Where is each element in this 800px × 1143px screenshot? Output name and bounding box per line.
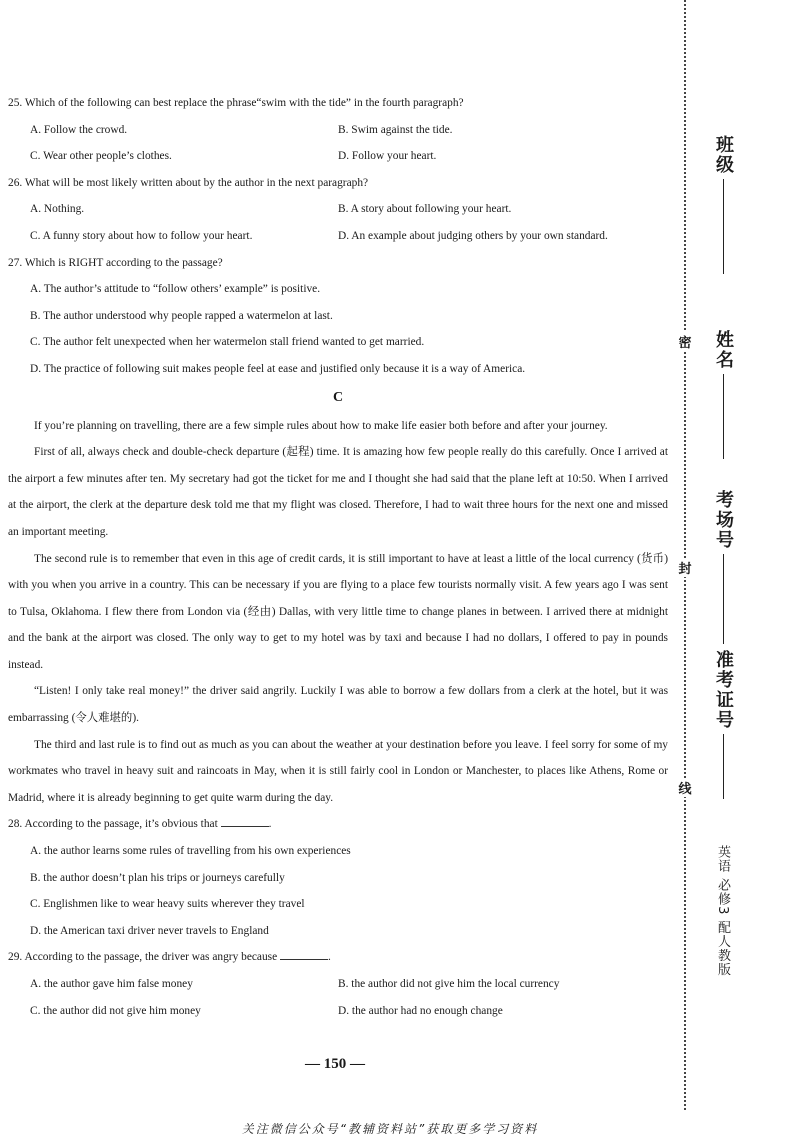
option-d: D. An example about judging others by your own standard. xyxy=(338,229,608,242)
option-b: B. Swim against the tide. xyxy=(338,123,453,136)
paragraph: If you’re planning on travelling, there are a few simple rules about how to make life easier both before and after your journey. xyxy=(34,419,608,432)
name-field xyxy=(700,330,736,459)
class-label: 班级 xyxy=(713,135,734,175)
page-number: — 150 — xyxy=(305,1056,365,1072)
seal-mark-3: 线 xyxy=(676,778,694,797)
binding-strip xyxy=(700,0,740,1143)
option-c: C. the author did not give him money xyxy=(30,1004,201,1017)
question-stem-line: 28. According to the passage, it’s obvious that . xyxy=(8,811,668,838)
ticket-blank-line xyxy=(723,734,724,799)
name-label: 姓名 xyxy=(713,330,734,370)
question-25 xyxy=(8,90,668,170)
paragraph: First of all, always check and double-check departure (起程) time. It is amazing how few people really do this carefully. Once I arrived at the airport a few minutes after ten. My secretary had got the ticket for me and I thought she had said that the plane left at 10:50. When I arrived at the airport, the clerk at the departure desk told me that my flight was closed. Therefore, I had to wait three hours for the next one and missed an important meeting. xyxy=(8,446,668,538)
question-26 xyxy=(8,170,668,250)
binding-dotted-line xyxy=(684,0,686,1110)
option-d: D. The practice of following suit makes people feel at ease and justified only because it is a way of America. xyxy=(30,362,526,375)
option-b: B. the author doesn’t plan his trips or journeys carefully xyxy=(30,871,285,884)
option-a: A. the author gave him false money xyxy=(30,978,193,990)
exam-room-blank-line xyxy=(723,554,724,644)
ticket-label: 准考证号 xyxy=(713,650,734,730)
question-29 xyxy=(8,944,668,1024)
paragraph: The second rule is to remember that even in this age of credit cards, it is still important to have at least a little of the local currency (货币) with you when you arrive in a country. This can be necessary if you are flying to a place few tourists normally visit. A few years ago I was sent to Tulsa, Oklahoma. I flew there from London via (经由) Dallas, with very little time to change planes in between. I arrived there at midnight and the bank at the airport was closed. The only way to get to my hotel was by taxi and because I had no dollars, I offered to pay in pounds instead. xyxy=(8,552,668,671)
class-field xyxy=(700,135,736,274)
answer-blank xyxy=(280,947,328,960)
option-c: C. Wear other people’s clothes. xyxy=(30,150,172,163)
option-b: B. the author did not give him the local currency xyxy=(338,978,560,990)
option-d: D. the author had no enough change xyxy=(338,1004,503,1017)
question-stem: 26. What will be most likely written about by the author in the next paragraph? xyxy=(8,176,369,189)
option-c: C. A funny story about how to follow your heart. xyxy=(30,229,253,242)
answer-blank xyxy=(221,814,269,827)
option-a: A. Follow the crowd. xyxy=(30,123,128,136)
paragraph: The third and last rule is to find out as much as you can about the weather at your destination before you leave. I feel sorry for some of my workmates who travel in heavy suit and raincoats in May, when it is still fairly cool in London or Manchester, to places like Athens, Rome or Madrid, where it is already beginning to get quite warm during the day. xyxy=(8,738,668,804)
question-27 xyxy=(8,250,668,383)
option-c: C. Englishmen like to wear heavy suits wherever they travel xyxy=(30,898,305,911)
seal-mark-2: 封 xyxy=(676,558,694,577)
question-stem: 29. According to the passage, the driver was angry because xyxy=(8,951,278,964)
option-b: B. The author understood why people rapped a watermelon at last. xyxy=(30,309,333,322)
option-d: D. Follow your heart. xyxy=(338,150,437,163)
question-stem: 25. Which of the following can best replace the phrase“swim with the tide” in the fourth paragraph? xyxy=(8,97,464,109)
section-title: C xyxy=(332,389,344,405)
paragraph: “Listen! I only take real money!” the driver said angrily. Luckily I was able to borrow a few dollars from a clerk at the hotel, but it was embarrassing (令人难堪的). xyxy=(8,685,668,725)
class-blank-line xyxy=(723,179,724,274)
exam-content xyxy=(8,90,668,1024)
seal-mark-1: 密 xyxy=(676,332,694,351)
footer-note: 关注微信公众号“教辅资料站”获取更多学习资料 xyxy=(241,1122,539,1136)
option-a: A. The author’s attitude to “follow others’ example” is positive. xyxy=(30,283,321,296)
question-stem: 28. According to the passage, it’s obvious that xyxy=(8,818,218,831)
exam-room-label: 考场号 xyxy=(713,490,734,550)
option-b: B. A story about following your heart. xyxy=(338,203,512,216)
book-info: 英语 必修3 配人教版 xyxy=(715,845,730,977)
question-stem: 27. Which is RIGHT according to the passage? xyxy=(8,256,223,269)
exam-room-field xyxy=(700,490,736,644)
question-28 xyxy=(8,811,668,944)
option-a: A. the author learns some rules of travelling from his own experiences xyxy=(30,845,351,858)
name-blank-line xyxy=(723,374,724,459)
question-stem-line: 29. According to the passage, the driver was angry because . xyxy=(8,944,668,971)
ticket-field xyxy=(700,650,736,799)
option-a: A. Nothing. xyxy=(30,203,85,216)
option-c: C. The author felt unexpected when her watermelon stall friend wanted to get married. xyxy=(30,336,425,349)
passage-c xyxy=(8,413,668,812)
option-d: D. the American taxi driver never travels to England xyxy=(30,924,269,937)
